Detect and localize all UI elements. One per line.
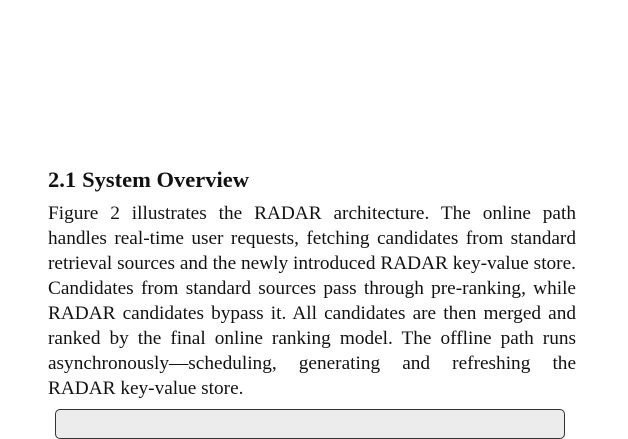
- body-paragraph: Figure 2 illustrates the RADAR architecture. The online path handles real-time user requests, fetching candidates from standard retrieval sources and the newly introduced RADAR key-value store. Candidates from standard sources pass through pre-ranking, while RADAR candidates bypass it. All candidates are then merged and ranked by the final online ranking model. The offline path runs asynchronously—scheduling, generating and refreshing the RADAR key-value store.: [48, 203, 576, 399]
- figure-box: [55, 409, 565, 439]
- section-title: System Overview: [82, 167, 249, 192]
- section-heading: [48, 166, 576, 194]
- section-number: 2.1: [48, 167, 77, 192]
